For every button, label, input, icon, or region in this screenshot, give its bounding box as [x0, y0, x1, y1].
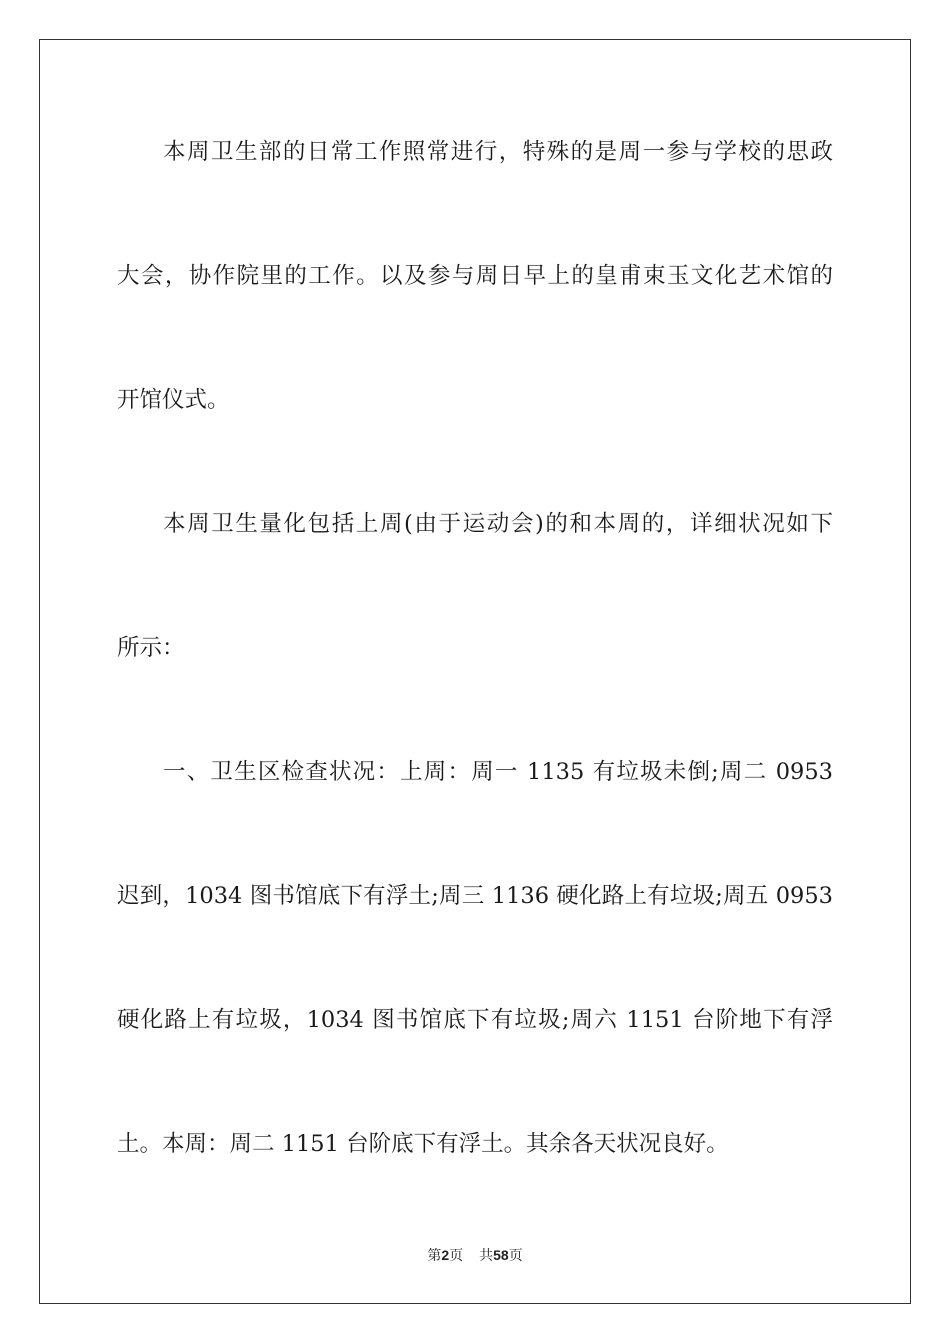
page-number: 2 [441, 1247, 450, 1263]
total-pages: 58 [493, 1247, 509, 1263]
page-footer [0, 1246, 950, 1265]
paragraph-1-line-3: 开馆仪式。 [117, 387, 230, 413]
paragraph-3-line-3: 硬化路上有垃圾，1034 图书馆底下有垃圾;周六 1151 台阶地下有浮 [117, 1007, 833, 1033]
paragraph-2-line-2: 所示： [117, 635, 185, 661]
total-suffix: 页 [508, 1248, 523, 1264]
paragraph-3-line-4: 土。本周：周二 1151 台阶底下有浮土。其余各天状况良好。 [117, 1131, 729, 1157]
total-prefix: 共 [479, 1248, 494, 1264]
page-suffix: 页 [449, 1248, 464, 1264]
paragraph-3-line-2: 迟到，1034 图书馆底下有浮土;周三 1136 硬化路上有垃圾;周五 0953 [117, 883, 833, 909]
paragraph-1-line-1: 本周卫生部的日常工作照常进行，特殊的是周一参与学校的思政 [163, 139, 833, 165]
paragraph-1-line-2: 大会，协作院里的工作。以及参与周日早上的皇甫束玉文化艺术馆的 [117, 263, 833, 289]
paragraph-3-line-1: 一、卫生区检查状况：上周：周一 1135 有垃圾未倒;周二 0953 [163, 759, 833, 785]
page-border [39, 39, 911, 1304]
page-prefix: 第 [427, 1248, 442, 1264]
paragraph-2-line-1: 本周卫生量化包括上周(由于运动会)的和本周的，详细状况如下 [163, 511, 833, 537]
